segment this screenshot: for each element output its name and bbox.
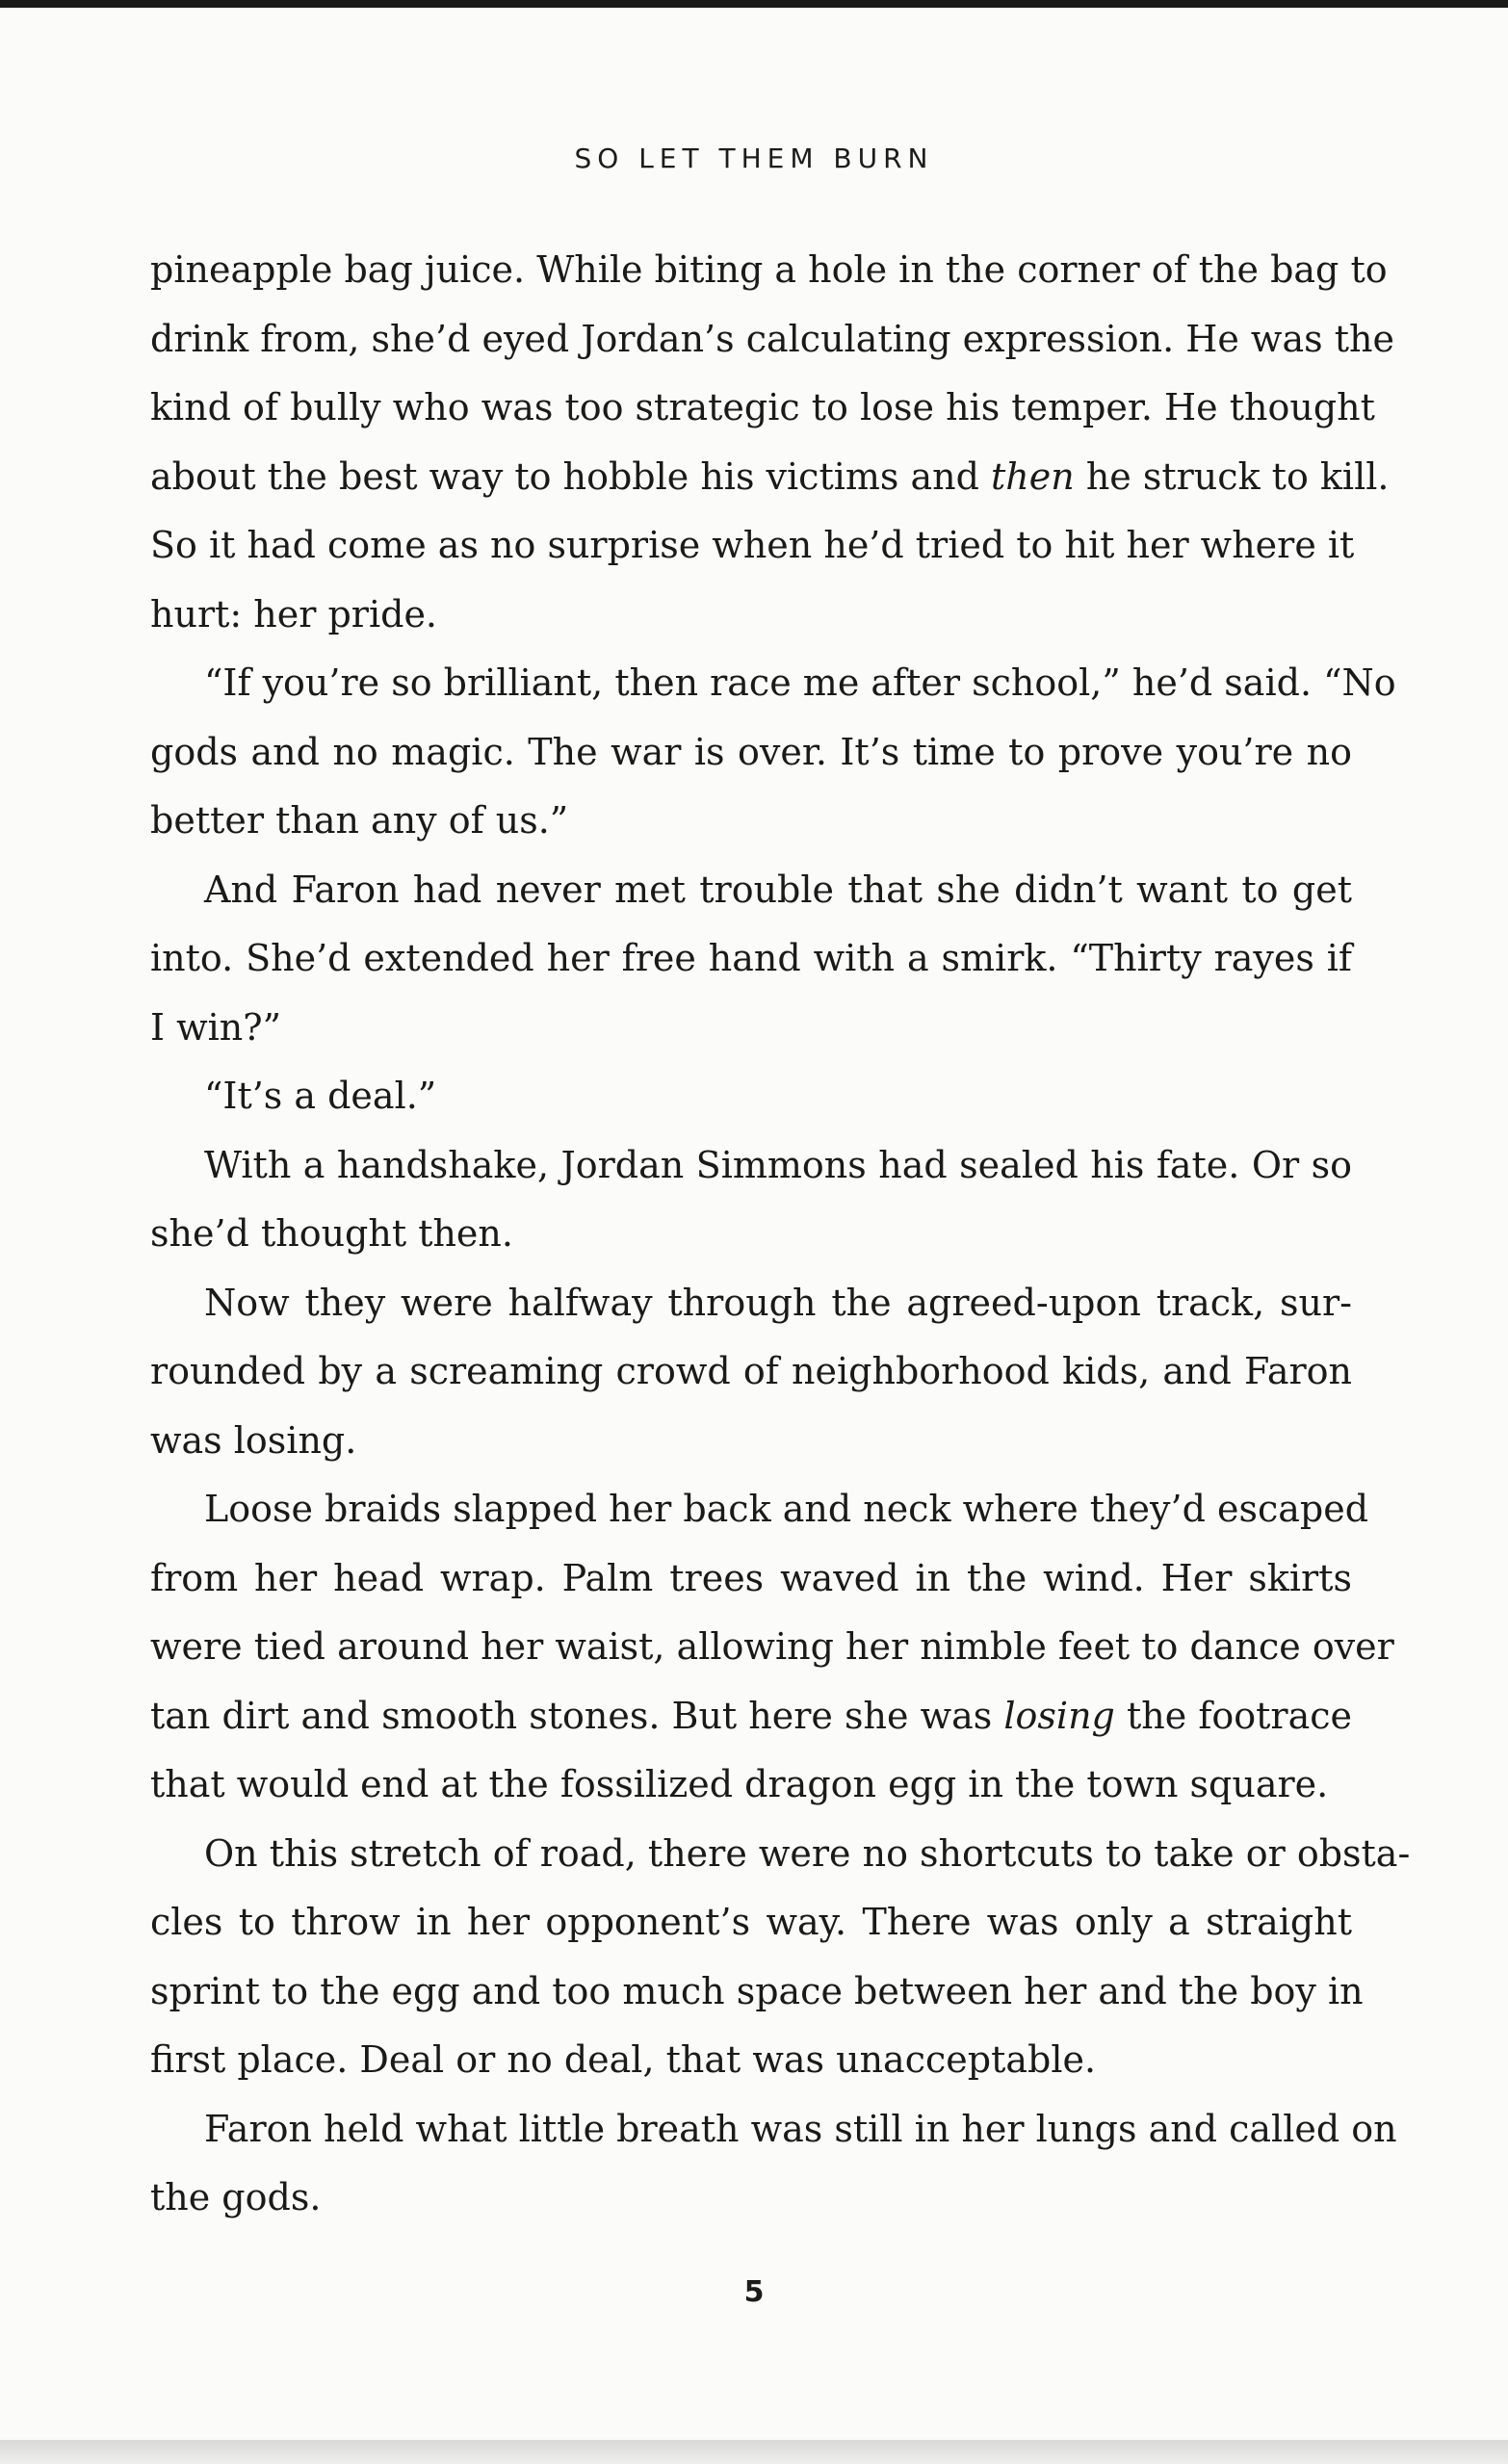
text-line: On this stretch of road, there were no shortcuts to take or obsta-	[204, 1831, 1411, 1875]
text-line: “It’s a deal.”	[204, 1075, 437, 1117]
text-line: tan dirt and smooth stones. But here she was losing the footrace	[150, 1694, 1353, 1737]
text-line: she’d thought then.	[150, 1212, 513, 1255]
text-line: pineapple bag juice. While biting a hole in the corner of the bag to	[150, 248, 1388, 291]
text-line: Now they were halfway through the agreed-upon track, sur-	[204, 1281, 1352, 1324]
text-line: that would end at the fossilized dragon egg in the town square.	[150, 1763, 1329, 1805]
text-line: gods and no magic. The war is over. It’s time to prove you’re no	[150, 730, 1352, 773]
scan-top-edge	[0, 0, 1508, 8]
text-line: So it had come as no surprise when he’d tried to hit her where it	[150, 524, 1355, 566]
running-head: SO LET THEM BURN	[574, 143, 934, 174]
text-line: the gods.	[150, 2176, 322, 2218]
text-line: better than any of us.”	[150, 799, 569, 842]
text-line: “If you’re so brilliant, then race me after school,” he’d said. “No	[204, 661, 1396, 704]
text-line: rounded by a screaming crowd of neighborhood kids, and Faron	[150, 1350, 1352, 1392]
text-line: first place. Deal or no deal, that was unacceptable.	[150, 2038, 1097, 2081]
text-line: drink from, she’d eyed Jordan’s calculating expression. He was the	[150, 317, 1394, 360]
text-line: cles to throw in her opponent’s way. There was only a straight	[150, 1901, 1352, 1943]
page-number: 5	[743, 2275, 765, 2309]
body-text	[150, 236, 1411, 2233]
text-line: Faron held what little breath was still in her lungs and called on	[204, 2107, 1397, 2150]
text-line: about the best way to hobble his victims and then he struck to kill.	[150, 454, 1390, 498]
text-line: into. She’d extended her free hand with a smirk. “Thirty rayes if	[150, 937, 1352, 979]
text-line: hurt: her pride.	[150, 592, 438, 635]
text-line: I win?”	[150, 1005, 282, 1049]
scan-bottom-edge	[0, 2440, 1508, 2464]
text-line: And Faron had never met trouble that she didn’t want to get	[204, 868, 1352, 911]
text-line: With a handshake, Jordan Simmons had sealed his fate. Or so	[204, 1143, 1352, 1186]
text-line: sprint to the egg and too much space between her and the boy in	[150, 1969, 1364, 2012]
text-line: from her head wrap. Palm trees waved in the wind. Her skirts	[150, 1556, 1352, 1599]
text-line: Loose braids slapped her back and neck where they’d escaped	[204, 1488, 1369, 1530]
text-line: kind of bully who was too strategic to lose his temper. He thought	[150, 386, 1375, 428]
text-line: was losing.	[150, 1418, 357, 1462]
text-line: were tied around her waist, allowing her nimble feet to dance over	[150, 1625, 1394, 1668]
